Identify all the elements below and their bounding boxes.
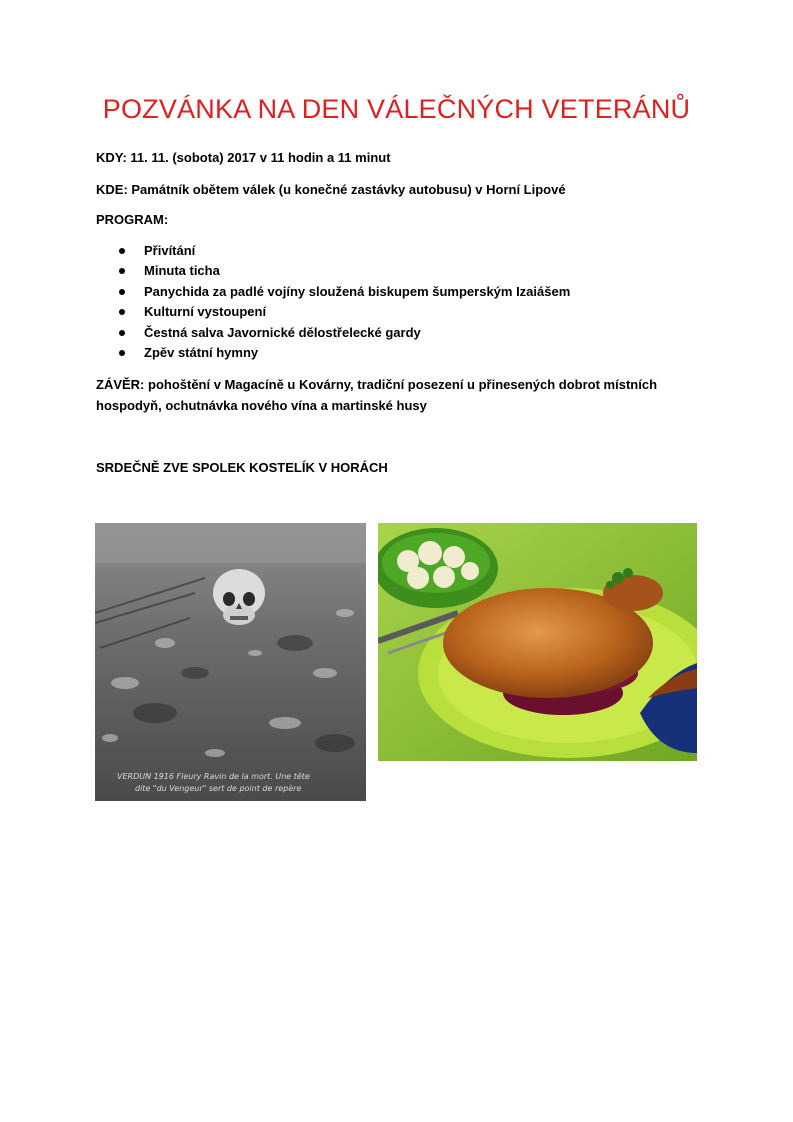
program-list bbox=[96, 241, 570, 363]
program-item bbox=[96, 282, 570, 302]
historic-battlefield-photo bbox=[95, 523, 366, 801]
bullet-icon bbox=[119, 309, 125, 315]
svg-text:dite "du Vengeur" sert de poin: dite "du Vengeur" sert de point de repère bbox=[135, 784, 302, 793]
program-item bbox=[96, 261, 570, 281]
conclusion-paragraph: ZÁVĚR: pohoštění v Magacíně u Kovárny, tradiční posezení u přinesených dobrot místních hospodyň, ochutnávka nového vína a martinské husy bbox=[96, 377, 658, 413]
roast-goose-photo bbox=[378, 523, 697, 761]
program-item-text: Čestná salva Javornické dělostřelecké gardy bbox=[144, 324, 421, 340]
photo-caption-text: VERDUN 1916 Fleury Ravin de la mort. Une tête bbox=[117, 772, 310, 781]
bullet-icon bbox=[119, 350, 125, 356]
bullet-icon bbox=[119, 248, 125, 254]
bullet-icon bbox=[119, 330, 125, 336]
program-item-text: Kulturní vystoupení bbox=[144, 304, 267, 320]
page-title: POZVÁNKA NA DEN VÁLEČNÝCH VETERÁNŮ bbox=[102, 94, 691, 124]
event-date-time: KDY: 11. 11. (sobota) 2017 v 11 hodin a 11 minut bbox=[96, 150, 391, 165]
program-item-text: Zpěv státní hymny bbox=[144, 344, 259, 360]
program-item bbox=[96, 241, 570, 261]
program-item-text: Panychida za padlé vojíny sloužená biskupem šumperským Izaiášem bbox=[144, 283, 571, 299]
program-heading: PROGRAM: bbox=[96, 212, 169, 227]
closing-signature: SRDEČNĚ ZVE SPOLEK KOSTELÍK V HORÁCH bbox=[96, 460, 388, 475]
event-location: KDE: Památník obětem válek (u konečné zastávky autobusu) v Horní Lipové bbox=[96, 182, 566, 197]
program-item bbox=[96, 323, 570, 343]
historic-battlefield-photo-art bbox=[95, 523, 366, 801]
program-item-text: Minuta ticha bbox=[144, 263, 220, 279]
bullet-icon bbox=[119, 289, 125, 295]
roast-goose-photo-art bbox=[378, 523, 697, 761]
program-item-text: Přivítání bbox=[144, 243, 196, 258]
program-item bbox=[96, 343, 570, 363]
bullet-icon bbox=[119, 268, 125, 274]
program-item bbox=[96, 302, 570, 322]
